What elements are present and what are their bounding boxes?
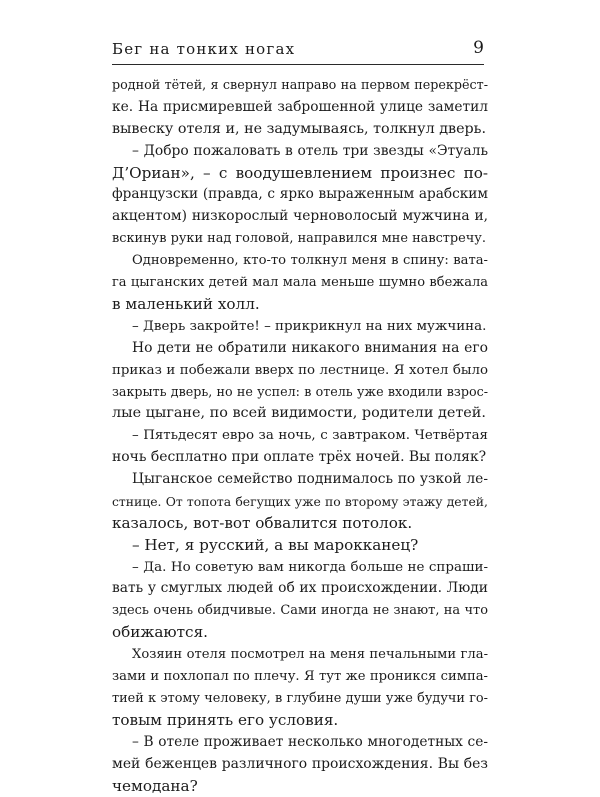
page-number: 9 bbox=[473, 38, 484, 58]
header-rule bbox=[112, 64, 484, 65]
text-line: вывеску отеля и, не задумываясь, толкнул дверь. bbox=[112, 119, 488, 141]
text-line: обижаются. bbox=[112, 622, 488, 644]
text-line: тией к этому человеку, в глубине души уже будучи го- bbox=[112, 688, 488, 710]
text-line: акцентом) низкорослый черноволосый мужчина и, bbox=[112, 206, 488, 228]
page-header bbox=[112, 36, 484, 66]
text-line: вскинув руки над головой, направился мне навстречу. bbox=[112, 228, 488, 250]
text-line: казалось, вот-вот обвалится потолок. bbox=[112, 513, 488, 535]
text-line: га цыганских детей мал мала меньше шумно вбежала bbox=[112, 272, 488, 294]
text-line: мей беженцев различного происхождения. Вы без bbox=[112, 754, 488, 776]
text-line: закрыть дверь, но не успел: в отель уже входили взрос- bbox=[112, 381, 488, 403]
text-line: стнице. От топота бегущих уже по второму этажу детей, bbox=[112, 491, 488, 513]
text-line: – Пятьдесят евро за ночь, с завтраком. Четвёртая bbox=[112, 425, 488, 447]
text-line: – Дверь закройте! – прикрикнул на них мужчина. bbox=[112, 316, 488, 338]
text-line: зами и похлопал по плечу. Я тут же проникся симпа- bbox=[112, 666, 488, 688]
text-line: лые цыгане, по всей видимости, родители детей. bbox=[112, 403, 488, 425]
text-line: вать у смуглых людей об их происхождении. Люди bbox=[112, 578, 488, 600]
text-line: Но дети не обратили никакого внимания на его bbox=[112, 338, 488, 360]
text-line: – В отеле проживает несколько многодетных се- bbox=[112, 732, 488, 754]
text-line: чемодана? bbox=[112, 776, 488, 797]
text-line: ночь бесплатно при оплате трёх ночей. Вы поляк? bbox=[112, 447, 488, 469]
text-line: здесь очень обидчивые. Сами иногда не знают, на что bbox=[112, 600, 488, 622]
text-line: Одновременно, кто-то толкнул меня в спину: вата- bbox=[112, 250, 488, 272]
text-line: приказ и побежали вверх по лестнице. Я хотел было bbox=[112, 360, 488, 382]
text-line: французски (правда, с ярко выраженным арабским bbox=[112, 184, 488, 206]
text-line: в маленький холл. bbox=[112, 294, 488, 316]
text-line: ке. На присмиревшей заброшенной улице заметил bbox=[112, 97, 488, 119]
text-line: Цыганское семейство поднималось по узкой ле- bbox=[112, 469, 488, 491]
body-text bbox=[112, 75, 488, 797]
running-title: Бег на тонких ногах bbox=[112, 40, 295, 58]
text-line: Хозяин отеля посмотрел на меня печальными гла- bbox=[112, 644, 488, 666]
text-line: родной тётей, я свернул направо на первом перекрёст- bbox=[112, 75, 488, 97]
text-line: – Добро пожаловать в отель три звезды «Этуаль bbox=[112, 141, 488, 163]
text-line: – Да. Но советую вам никогда больше не спраши- bbox=[112, 557, 488, 579]
text-line: товым принять его условия. bbox=[112, 710, 488, 732]
text-line: – Нет, я русский, а вы марокканец? bbox=[112, 535, 488, 557]
text-line: Д’Ориан», – с воодушевлением произнес по- bbox=[112, 163, 488, 185]
